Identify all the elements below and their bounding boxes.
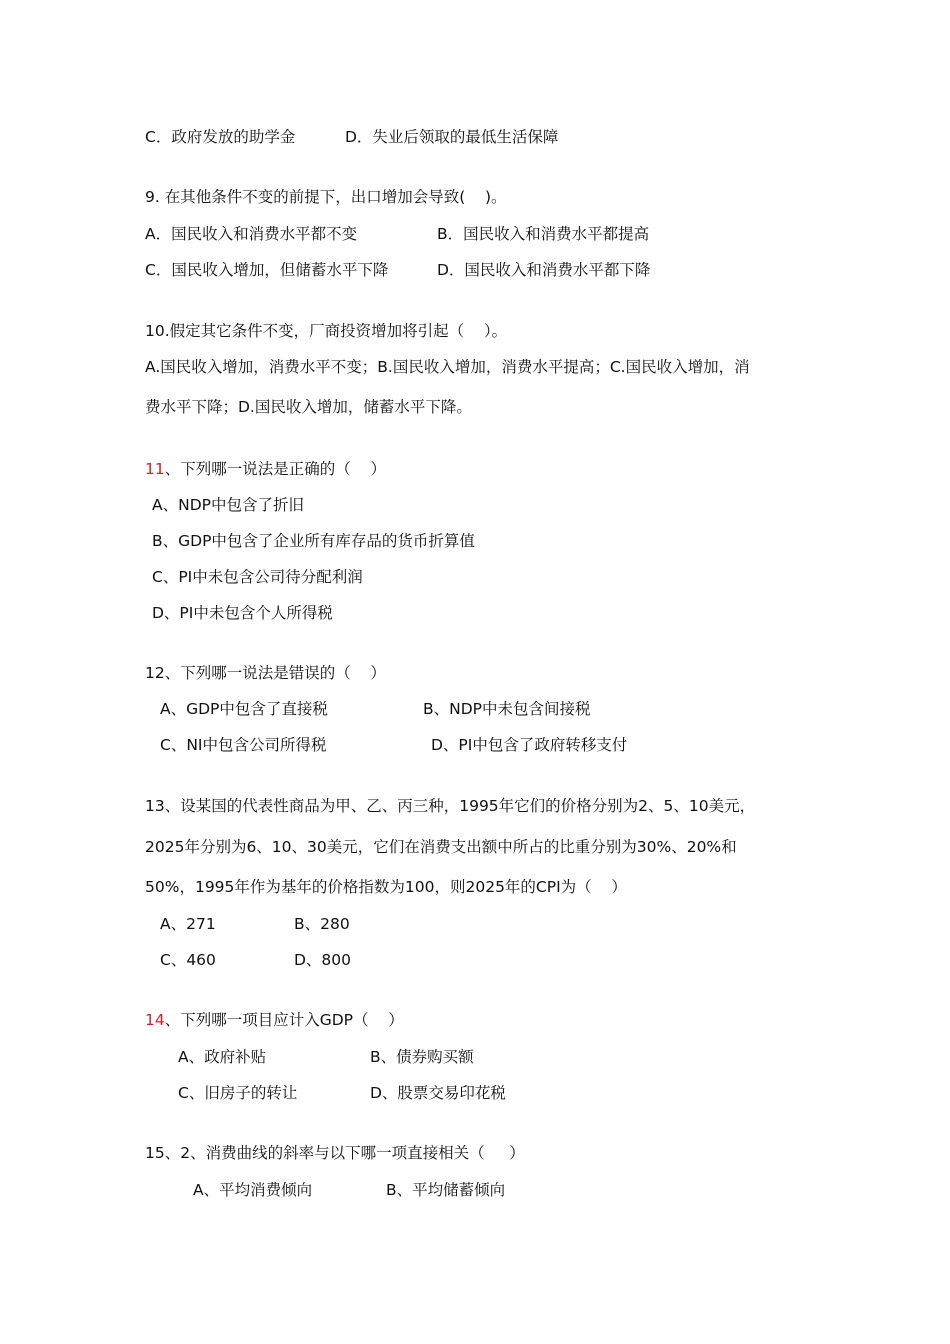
q13-stem-line3: 50%，1995年作为基年的价格指数为100，则2025年的CPI为（ ） [145,878,627,896]
q11-option-b: B、GDP中包含了企业所有库存品的货币折算值 [152,532,475,550]
q10-options-line1: A.国民收入增加，消费水平不变；B.国民收入增加，消费水平提高；C.国民收入增加，消 [145,358,750,376]
q12-option-a: A、GDP中包含了直接税 [160,700,328,718]
q11-option-d: D、PI中未包含个人所得税 [152,604,333,622]
q11-stem-line [145,459,386,479]
q13-option-b: B、280 [294,915,350,933]
q12-option-c: C、NI中包含公司所得税 [160,736,327,754]
q15-option-b: B、平均储蓄倾向 [386,1181,506,1199]
q9-option-c: C．国民收入增加，但储蓄水平下降 [145,261,389,279]
q13-option-a: A、271 [160,915,216,933]
q12-option-b: B、NDP中未包含间接税 [423,700,591,718]
q12-option-d: D、PI中包含了政府转移支付 [431,736,628,754]
q14-option-d: D、股票交易印花税 [370,1084,506,1102]
q14-option-c: C、旧房子的转让 [178,1084,298,1102]
q9-stem: 9. 在其他条件不变的前提下，出口增加会导致( )。 [145,188,507,206]
q13-stem-line1: 13、设某国的代表性商品为甲、乙、丙三种，1995年它们的价格分别为2、5、10美元， [145,797,756,815]
q11-stem: 、下列哪一说法是正确的（ ） [164,460,386,478]
q14-option-a: A、政府补贴 [178,1048,267,1066]
q11-option-c: C、PI中未包含公司待分配利润 [152,568,363,586]
q14-number: 14 [145,1011,165,1029]
q9-option-a: A．国民收入和消费水平都不变 [145,225,358,243]
q11-option-a: A、NDP中包含了折旧 [152,496,304,514]
q14-option-b: B、债券购买额 [370,1048,474,1066]
q10-stem: 10.假定其它条件不变，厂商投资增加将引起（ ）。 [145,322,508,340]
q12-stem: 12、下列哪一说法是错误的（ ） [145,664,386,682]
q8-option-c: C．政府发放的助学金 [145,128,296,146]
q13-option-c: C、460 [160,951,216,969]
q15-option-a: A、平均消费倾向 [193,1181,313,1199]
q14-stem: 、下列哪一项目应计入GDP（ ） [164,1011,404,1029]
q15-stem: 15、2、消费曲线的斜率与以下哪一项直接相关（ ） [145,1144,525,1162]
q9-option-d: D．国民收入和消费水平都下降 [437,261,651,279]
q13-stem-line2: 2025年分别为6、10、30美元，它们在消费支出额中所占的比重分别为30%、20%和 [145,838,737,856]
q13-option-d: D、800 [294,951,352,969]
q10-options-line2: 费水平下降；D.国民收入增加，储蓄水平下降。 [145,398,472,416]
q8-option-d: D．失业后领取的最低生活保障 [345,128,559,146]
q14-stem-line [145,1010,404,1030]
q11-number: 11 [145,460,165,478]
q9-option-b: B．国民收入和消费水平都提高 [437,225,650,243]
